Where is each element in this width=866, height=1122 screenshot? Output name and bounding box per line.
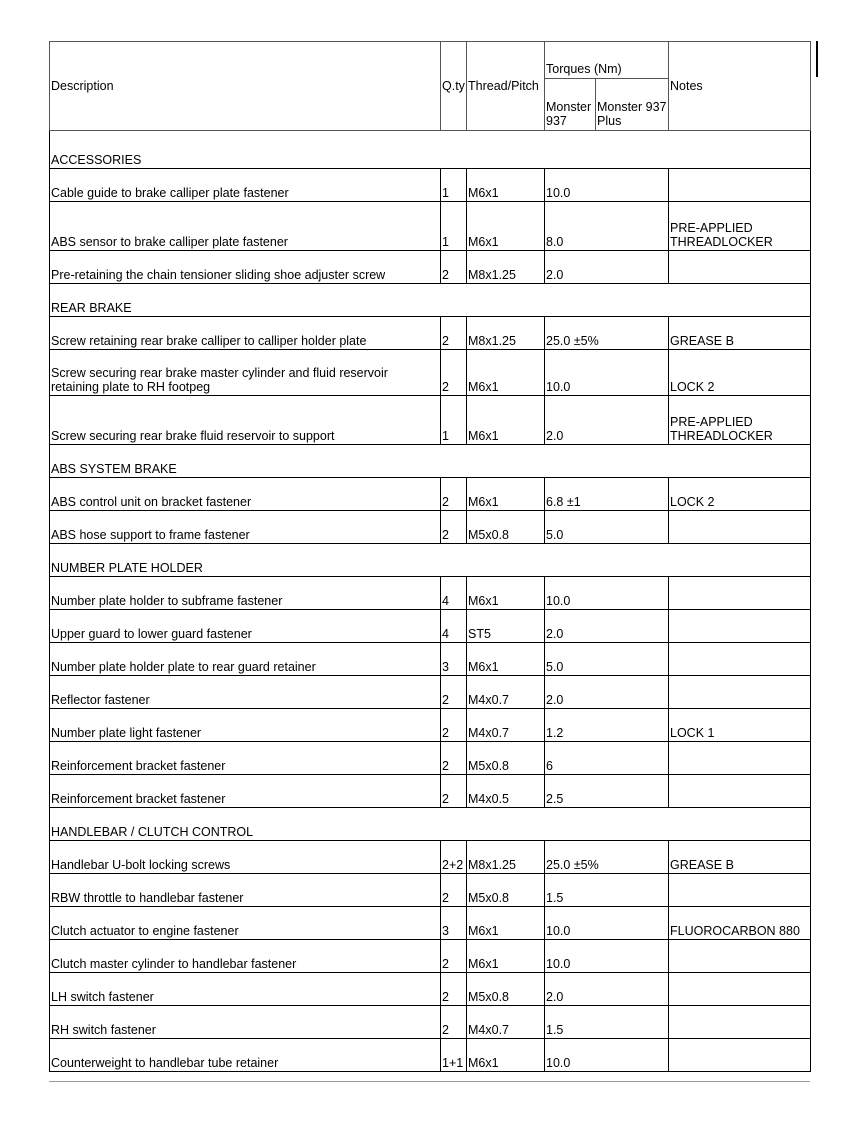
row-thread: M6x1: [467, 907, 545, 940]
table-row: [50, 251, 811, 284]
section-title: REAR BRAKE: [50, 284, 811, 317]
row-notes: [669, 676, 811, 709]
row-torque: 10.0: [545, 1039, 669, 1072]
row-description: Number plate light fastener: [50, 709, 441, 742]
header-notes: Notes: [669, 42, 811, 131]
row-thread: M5x0.8: [467, 874, 545, 907]
row-description: ABS control unit on bracket fastener: [50, 478, 441, 511]
row-thread: M4x0.7: [467, 676, 545, 709]
torque-table: [49, 41, 811, 1072]
row-description: Clutch actuator to engine fastener: [50, 907, 441, 940]
row-notes: PRE-APPLIED THREADLOCKER: [669, 202, 811, 251]
row-description: LH switch fastener: [50, 973, 441, 1006]
section-title: HANDLEBAR / CLUTCH CONTROL: [50, 808, 811, 841]
row-torque: 5.0: [545, 643, 669, 676]
row-torque: 8.0: [545, 202, 669, 251]
table-body: [50, 131, 811, 1072]
section-row: [50, 808, 811, 841]
row-thread: M6x1: [467, 577, 545, 610]
row-torque: 6.8 ±1: [545, 478, 669, 511]
section-row: [50, 445, 811, 478]
row-torque: 10.0: [545, 907, 669, 940]
row-thread: M5x0.8: [467, 973, 545, 1006]
row-description: Number plate holder plate to rear guard retainer: [50, 643, 441, 676]
row-torque: 1.5: [545, 874, 669, 907]
header-qty: Q.ty: [441, 42, 467, 131]
row-thread: M4x0.7: [467, 709, 545, 742]
row-notes: [669, 874, 811, 907]
header-description: Description: [50, 42, 441, 131]
row-thread: M6x1: [467, 169, 545, 202]
table-row: [50, 874, 811, 907]
row-description: Number plate holder to subframe fastener: [50, 577, 441, 610]
section-title: ACCESSORIES: [50, 131, 811, 169]
table-row: [50, 1039, 811, 1072]
row-torque: 5.0: [545, 511, 669, 544]
row-qty: 2: [441, 709, 467, 742]
section-row: [50, 131, 811, 169]
row-description: Pre-retaining the chain tensioner sliding shoe adjuster screw: [50, 251, 441, 284]
row-notes: [669, 511, 811, 544]
table-row: [50, 907, 811, 940]
row-torque: 2.0: [545, 676, 669, 709]
table-row: [50, 317, 811, 350]
row-notes: PRE-APPLIED THREADLOCKER: [669, 396, 811, 445]
section-title: ABS SYSTEM BRAKE: [50, 445, 811, 478]
row-thread: M8x1.25: [467, 251, 545, 284]
table-row: [50, 1006, 811, 1039]
row-qty: 4: [441, 577, 467, 610]
row-qty: 2: [441, 317, 467, 350]
row-notes: [669, 577, 811, 610]
row-thread: M6x1: [467, 202, 545, 251]
row-notes: [669, 973, 811, 1006]
row-notes: [669, 940, 811, 973]
row-qty: 2: [441, 511, 467, 544]
row-thread: M6x1: [467, 396, 545, 445]
section-title: NUMBER PLATE HOLDER: [50, 544, 811, 577]
row-description: Screw retaining rear brake calliper to calliper holder plate: [50, 317, 441, 350]
row-qty: 2: [441, 742, 467, 775]
row-description: Clutch master cylinder to handlebar fastener: [50, 940, 441, 973]
row-thread: M4x0.7: [467, 1006, 545, 1039]
row-qty: 2+2: [441, 841, 467, 874]
table-row: [50, 577, 811, 610]
table-row: [50, 396, 811, 445]
row-torque: 2.0: [545, 251, 669, 284]
row-qty: 2: [441, 940, 467, 973]
row-thread: M5x0.8: [467, 742, 545, 775]
row-description: Handlebar U-bolt locking screws: [50, 841, 441, 874]
table-row: [50, 775, 811, 808]
table-row: [50, 973, 811, 1006]
row-torque: 25.0 ±5%: [545, 317, 669, 350]
row-notes: GREASE B: [669, 841, 811, 874]
row-thread: M6x1: [467, 643, 545, 676]
row-notes: [669, 742, 811, 775]
header-monster-937: Monster 937: [545, 79, 596, 131]
table-row: [50, 676, 811, 709]
row-torque: 6: [545, 742, 669, 775]
row-description: Screw securing rear brake fluid reservoir to support: [50, 396, 441, 445]
section-row: [50, 284, 811, 317]
table-header: [50, 42, 811, 131]
row-qty: 2: [441, 775, 467, 808]
table-row: [50, 169, 811, 202]
table-row: [50, 202, 811, 251]
row-qty: 1: [441, 169, 467, 202]
header-monster-937-plus: Monster 937 Plus: [596, 79, 669, 131]
row-notes: [669, 775, 811, 808]
table-row: [50, 709, 811, 742]
row-torque: 10.0: [545, 350, 669, 396]
row-notes: GREASE B: [669, 317, 811, 350]
row-torque: 2.0: [545, 396, 669, 445]
row-torque: 1.5: [545, 1006, 669, 1039]
row-torque: 10.0: [545, 940, 669, 973]
row-notes: LOCK 2: [669, 350, 811, 396]
table-row: [50, 478, 811, 511]
row-qty: 2: [441, 676, 467, 709]
table-row: [50, 841, 811, 874]
table-row: [50, 742, 811, 775]
row-qty: 1+1: [441, 1039, 467, 1072]
row-description: Screw securing rear brake master cylinder and fluid reservoir retaining plate to RH footpeg: [50, 350, 441, 396]
row-torque: 25.0 ±5%: [545, 841, 669, 874]
row-thread: M5x0.8: [467, 511, 545, 544]
row-notes: LOCK 2: [669, 478, 811, 511]
row-torque: 2.5: [545, 775, 669, 808]
row-torque: 10.0: [545, 577, 669, 610]
row-description: ABS hose support to frame fastener: [50, 511, 441, 544]
row-qty: 2: [441, 251, 467, 284]
row-thread: M8x1.25: [467, 317, 545, 350]
header-torques: Torques (Nm): [545, 42, 669, 79]
page-edge-mark: [816, 41, 818, 77]
row-qty: 4: [441, 610, 467, 643]
row-qty: 3: [441, 643, 467, 676]
row-torque: 1.2: [545, 709, 669, 742]
table-row: [50, 940, 811, 973]
row-notes: [669, 1039, 811, 1072]
table-row: [50, 610, 811, 643]
row-notes: LOCK 1: [669, 709, 811, 742]
row-qty: 2: [441, 874, 467, 907]
row-torque: 10.0: [545, 169, 669, 202]
row-description: Upper guard to lower guard fastener: [50, 610, 441, 643]
row-description: Reinforcement bracket fastener: [50, 775, 441, 808]
row-thread: M6x1: [467, 350, 545, 396]
row-description: Counterweight to handlebar tube retainer: [50, 1039, 441, 1072]
table-row: [50, 643, 811, 676]
row-qty: 1: [441, 202, 467, 251]
row-description: Cable guide to brake calliper plate fastener: [50, 169, 441, 202]
row-thread: M4x0.5: [467, 775, 545, 808]
row-thread: M8x1.25: [467, 841, 545, 874]
row-thread: M6x1: [467, 1039, 545, 1072]
row-description: ABS sensor to brake calliper plate fastener: [50, 202, 441, 251]
row-torque: 2.0: [545, 610, 669, 643]
section-row: [50, 544, 811, 577]
row-qty: 2: [441, 350, 467, 396]
row-qty: 2: [441, 973, 467, 1006]
row-thread: M6x1: [467, 478, 545, 511]
row-description: Reinforcement bracket fastener: [50, 742, 441, 775]
footer-rule: [49, 1081, 810, 1082]
row-qty: 1: [441, 396, 467, 445]
table-row: [50, 350, 811, 396]
row-torque: 2.0: [545, 973, 669, 1006]
row-description: RH switch fastener: [50, 1006, 441, 1039]
row-notes: [669, 251, 811, 284]
table-row: [50, 511, 811, 544]
row-qty: 2: [441, 478, 467, 511]
row-thread: M6x1: [467, 940, 545, 973]
row-notes: [669, 643, 811, 676]
row-notes: [669, 610, 811, 643]
row-notes: [669, 1006, 811, 1039]
row-notes: [669, 169, 811, 202]
row-description: RBW throttle to handlebar fastener: [50, 874, 441, 907]
row-thread: ST5: [467, 610, 545, 643]
row-description: Reflector fastener: [50, 676, 441, 709]
row-qty: 2: [441, 1006, 467, 1039]
header-thread: Thread/Pitch: [467, 42, 545, 131]
row-qty: 3: [441, 907, 467, 940]
row-notes: FLUOROCARBON 880: [669, 907, 811, 940]
